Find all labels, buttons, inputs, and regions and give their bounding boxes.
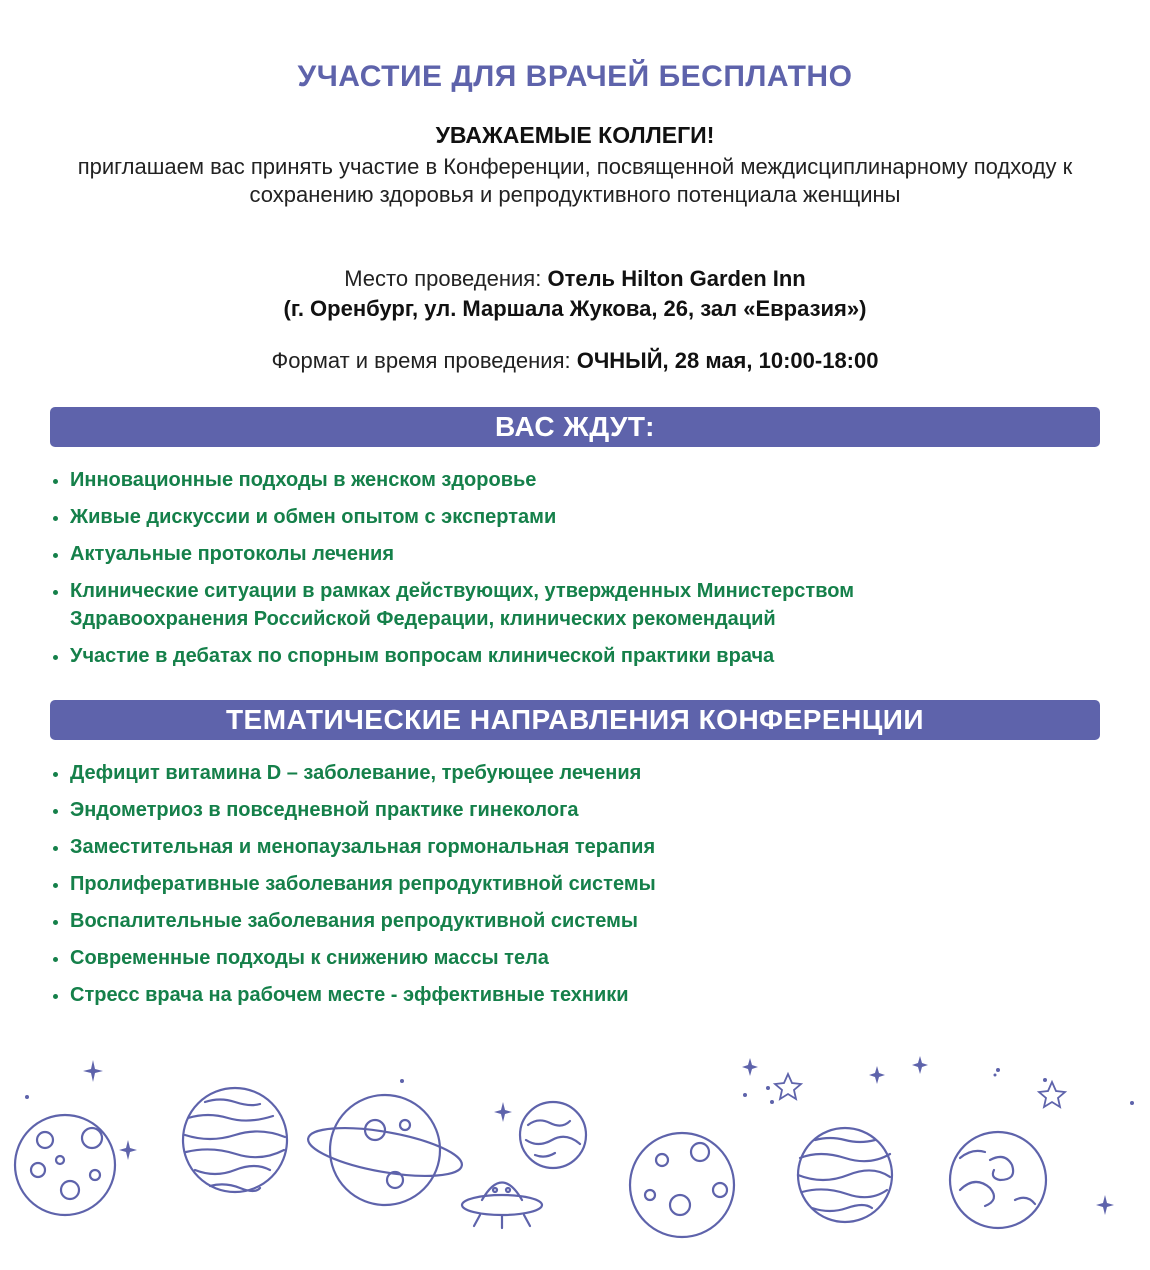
- planet-icon: [520, 1102, 586, 1168]
- list-item: Дефицит витамина D – заболевание, требующее лечения: [50, 759, 1050, 787]
- planet-icon: [630, 1133, 734, 1237]
- intro-text: приглашаем вас принять участие в Конференции, посвященной междисциплинарному подходу к сохранению здоровья и репродуктивного потенциала женщины: [77, 154, 1073, 207]
- list-item: Участие в дебатах по спорным вопросам клинической практики врача: [50, 642, 1050, 670]
- list-item: Воспалительные заболевания репродуктивной системы: [50, 907, 1050, 935]
- list-item: Клинические ситуации в рамках действующих, утвержденных Министерством Здравоохранения Российской Федерации, клинических рекомендаций: [50, 577, 970, 633]
- format-label: Формат и время проведения:: [271, 348, 577, 373]
- space-illustration: [0, 1040, 1150, 1270]
- planet-icon: [798, 1128, 892, 1222]
- planet-icon: [183, 1088, 287, 1192]
- venue-address: (г. Оренбург, ул. Маршала Жукова, 26, зал «Евразия»): [283, 296, 867, 321]
- await-list: [50, 466, 1050, 670]
- format-value: ОЧНЫЙ, 28 мая, 10:00-18:00: [576, 348, 879, 373]
- topics-list: [50, 759, 1050, 1009]
- star-icon: [775, 1074, 1065, 1107]
- format-block: [0, 346, 1150, 376]
- venue-name: Отель Hilton Garden Inn: [547, 266, 806, 291]
- list-item: Живые дискуссии и обмен опытом с экспертами: [50, 503, 1050, 531]
- planet-icon: [15, 1115, 115, 1215]
- list-item: Современные подходы к снижению массы тела: [50, 944, 1050, 972]
- list-item: Стресс врача на рабочем месте - эффективные техники: [50, 981, 1050, 1009]
- planet-icon: [305, 1095, 466, 1205]
- list-item: Актуальные протоколы лечения: [50, 540, 1050, 568]
- topics-section-banner: ТЕМАТИЧЕСКИЕ НАПРАВЛЕНИЯ КОНФЕРЕНЦИИ: [50, 700, 1100, 740]
- star-icon: [25, 1056, 1134, 1215]
- page-title: УЧАСТИЕ ДЛЯ ВРАЧЕЙ БЕСПЛАТНО: [297, 60, 853, 93]
- venue-label: Место проведения:: [344, 266, 548, 291]
- list-item: Заместительная и менопаузальная гормональная терапия: [50, 833, 1050, 861]
- ufo-icon: [462, 1183, 542, 1229]
- list-item: Инновационные подходы в женском здоровье: [50, 466, 1050, 494]
- greeting-heading: УВАЖАЕМЫЕ КОЛЛЕГИ!: [435, 122, 715, 148]
- list-item: Эндометриоз в повседневной практике гинеколога: [50, 796, 1050, 824]
- list-item: Пролиферативные заболевания репродуктивной системы: [50, 870, 1050, 898]
- await-section-banner: ВАС ЖДУТ:: [50, 407, 1100, 447]
- planet-icon: [950, 1132, 1046, 1228]
- venue-block: [0, 264, 1150, 324]
